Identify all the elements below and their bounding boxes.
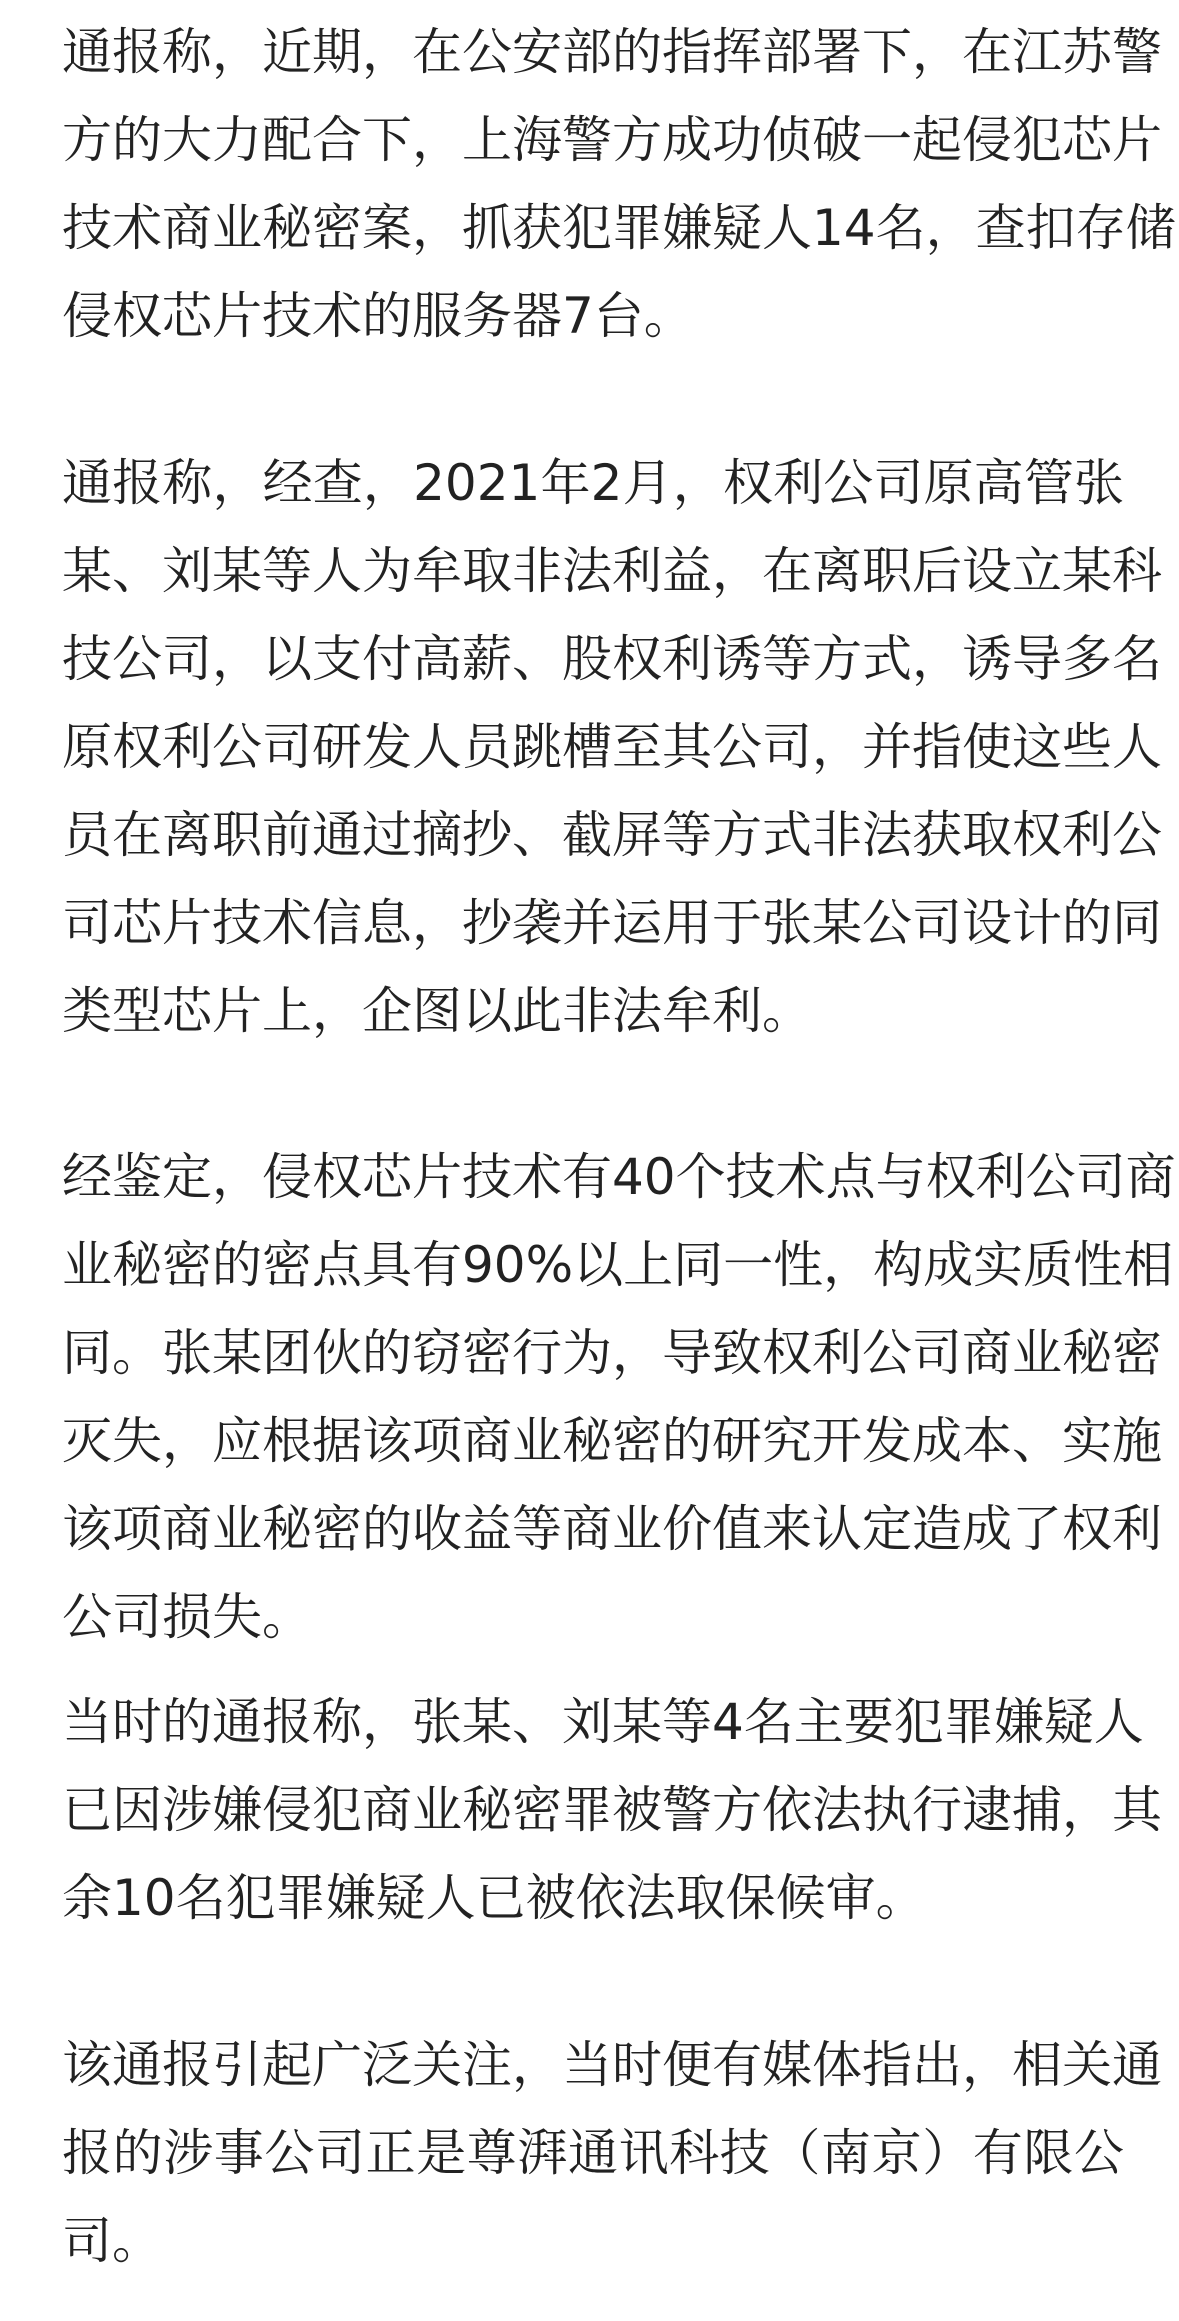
paragraph-line: 余10名犯罪嫌疑人已被依法取保候审。 — [62, 1869, 926, 1927]
paragraph-line: 该通报引起广泛关注，当时便有媒体指出，相关通 — [62, 2036, 1162, 2094]
paragraph-line: 方的大力配合下，上海警方成功侦破一起侵犯芯片 — [62, 111, 1162, 169]
paragraph-line: 通报称，近期，在公安部的指挥部署下，在江苏警 — [62, 23, 1162, 81]
paragraph-line: 员在离职前通过摘抄、截屏等方式非法获取权利公 — [62, 806, 1162, 864]
paragraph-line: 该项商业秘密的收益等商业价值来认定造成了权利 — [62, 1500, 1162, 1558]
paragraph-line: 司。 — [62, 2212, 162, 2270]
paragraph-line: 技术商业秘密案，抓获犯罪嫌疑人14名，查扣存储 — [62, 199, 1176, 257]
paragraph-line: 业秘密的密点具有90%以上同一性，构成实质性相 — [62, 1236, 1174, 1294]
paragraph-line: 技公司，以支付高薪、股权利诱等方式，诱导多名 — [62, 630, 1162, 688]
paragraph-line: 通报称，经查，2021年2月，权利公司原高管张 — [62, 454, 1124, 512]
paragraph-line: 同。张某团伙的窃密行为，导致权利公司商业秘密 — [62, 1324, 1162, 1382]
paragraph-line: 侵权芯片技术的服务器7台。 — [62, 287, 694, 345]
paragraph-line: 报的涉事公司正是尊湃通讯科技（南京）有限公 — [62, 2124, 1124, 2182]
article-body — [62, 0, 1176, 2321]
paragraph-line: 经鉴定，侵权芯片技术有40个技术点与权利公司商 — [62, 1148, 1176, 1206]
paragraph-line: 类型芯片上，企图以此非法牟利。 — [62, 982, 812, 1040]
paragraph-line: 已因涉嫌侵犯商业秘密罪被警方依法执行逮捕，其 — [62, 1781, 1162, 1839]
paragraph-line: 司芯片技术信息，抄袭并运用于张某公司设计的同 — [62, 894, 1162, 952]
paragraph-line: 原权利公司研发人员跳槽至其公司，并指使这些人 — [62, 718, 1162, 776]
paragraph-line: 公司损失。 — [62, 1588, 312, 1646]
paragraph-line: 灭失，应根据该项商业秘密的研究开发成本、实施 — [62, 1412, 1162, 1470]
paragraph-line: 当时的通报称，张某、刘某等4名主要犯罪嫌疑人 — [62, 1693, 1144, 1751]
paragraph-line: 某、刘某等人为牟取非法利益，在离职后设立某科 — [62, 542, 1162, 600]
